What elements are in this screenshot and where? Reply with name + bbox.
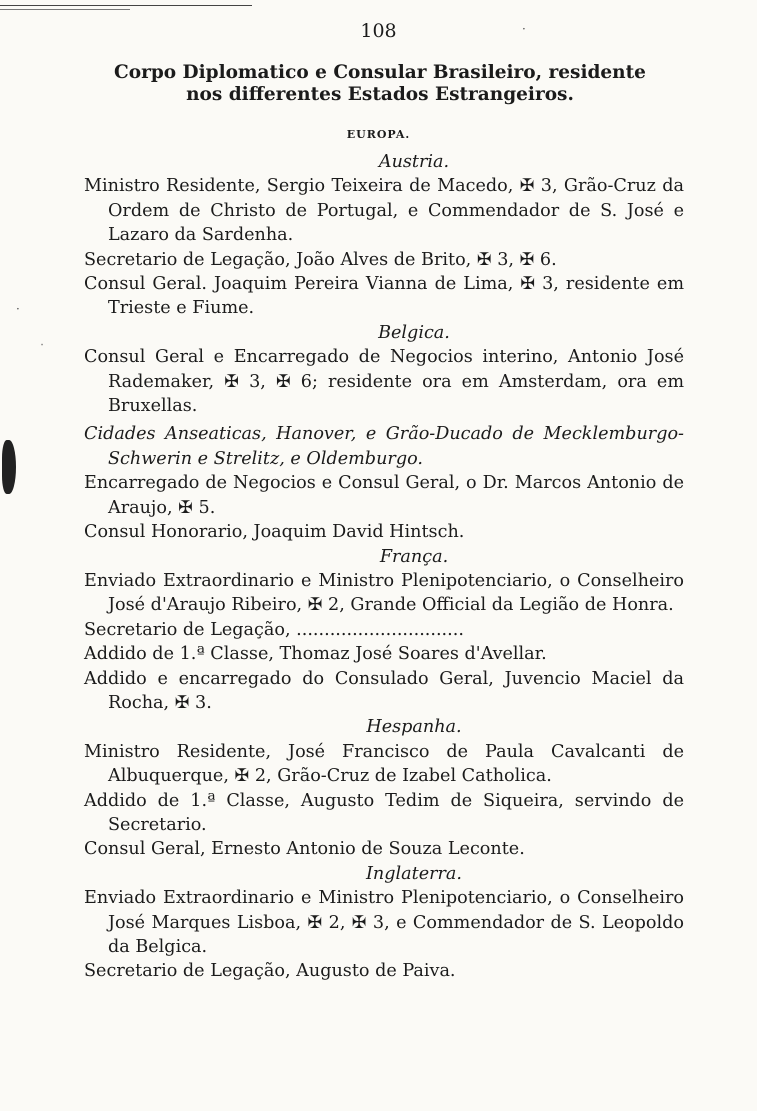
entry: Secretario de Legação, Augusto de Paiva. [84, 961, 456, 982]
title-line-1: Corpo Diplomatico e Consular Brasileiro, residente [114, 62, 646, 83]
entry: Encarregado de Negocios e Consul Geral, o Dr. Marcos Antonio de Araujo, ✠ 5. [84, 473, 684, 518]
entry: Consul Geral. Joaquim Pereira Vianna de Lima, ✠ 3, residente em Trieste e Fiume. [84, 274, 684, 319]
entry: Consul Honorario, Joaquim David Hintsch. [84, 522, 465, 543]
speck: · [522, 22, 526, 36]
document-body [84, 150, 684, 984]
country-heading: França. [379, 546, 449, 567]
entry: Ministro Residente, Sergio Teixeira de Macedo, ✠ 3, Grão-Cruz da Ordem de Christo de Portugal, e Commendador de S. José e Lazaro da Sardenha. [84, 176, 684, 246]
entry: Enviado Extraordinario e Ministro Plenipotenciario, o Conselheiro José Marques Lisboa, ✠ 2, ✠ 3, e Commendador de S. Leopoldo da Belgica. [84, 888, 684, 957]
entry: Secretario de Legação, João Alves de Brito, ✠ 3, ✠ 6. [84, 249, 557, 270]
rule-line [0, 5, 252, 6]
country-heading: Inglaterra. [365, 863, 463, 884]
speck: · [16, 302, 20, 316]
entry: Ministro Residente, José Francisco de Paula Cavalcanti de Albuquerque, ✠ 2, Grão-Cruz de Izabel Catholica. [84, 741, 684, 787]
country-heading: Hespanha. [366, 717, 462, 738]
title-line-2: nos differentes Estados Estrangeiros. [186, 84, 574, 105]
entry: Enviado Extraordinario e Ministro Plenipotenciario, o Conselheiro José d'Araujo Ribeiro, ✠ 2, Grande Official da Legião de Honra. [84, 570, 684, 616]
entry: Addido e encarregado do Consulado Geral, Juvencio Maciel da Rocha, ✠ 3. [84, 668, 684, 713]
entry: Consul Geral e Encarregado de Negocios interino, Antonio José Rademaker, ✠ 3, ✠ 6; residente ora em Amsterdam, ora em Bruxellas. [84, 347, 684, 417]
country-heading: Austria. [378, 152, 450, 172]
entry: Secretario de Legação, .............................. [84, 619, 464, 640]
entry: Addido de 1.ª Classe, Augusto Tedim de Siqueira, servindo de Secretario. [84, 790, 684, 835]
binding-shadow [2, 440, 16, 494]
rule-line [0, 9, 130, 10]
entry: Consul Geral, Ernesto Antonio de Souza Leconte. [84, 839, 525, 860]
page-title [60, 62, 700, 106]
entry: Addido de 1.ª Classe, Thomaz José Soares d'Avellar. [84, 644, 547, 665]
country-heading: Belgica. [378, 322, 450, 343]
country-heading: Cidades Anseaticas, Hanover, e Grão-Ducado de Mecklemburgo-Schwerin e Strelitz, e Oldemburgo. [84, 424, 684, 469]
page-number: 108 [360, 20, 397, 42]
section-heading: EUROPA. [346, 128, 411, 141]
speck: ˑ [40, 338, 45, 352]
